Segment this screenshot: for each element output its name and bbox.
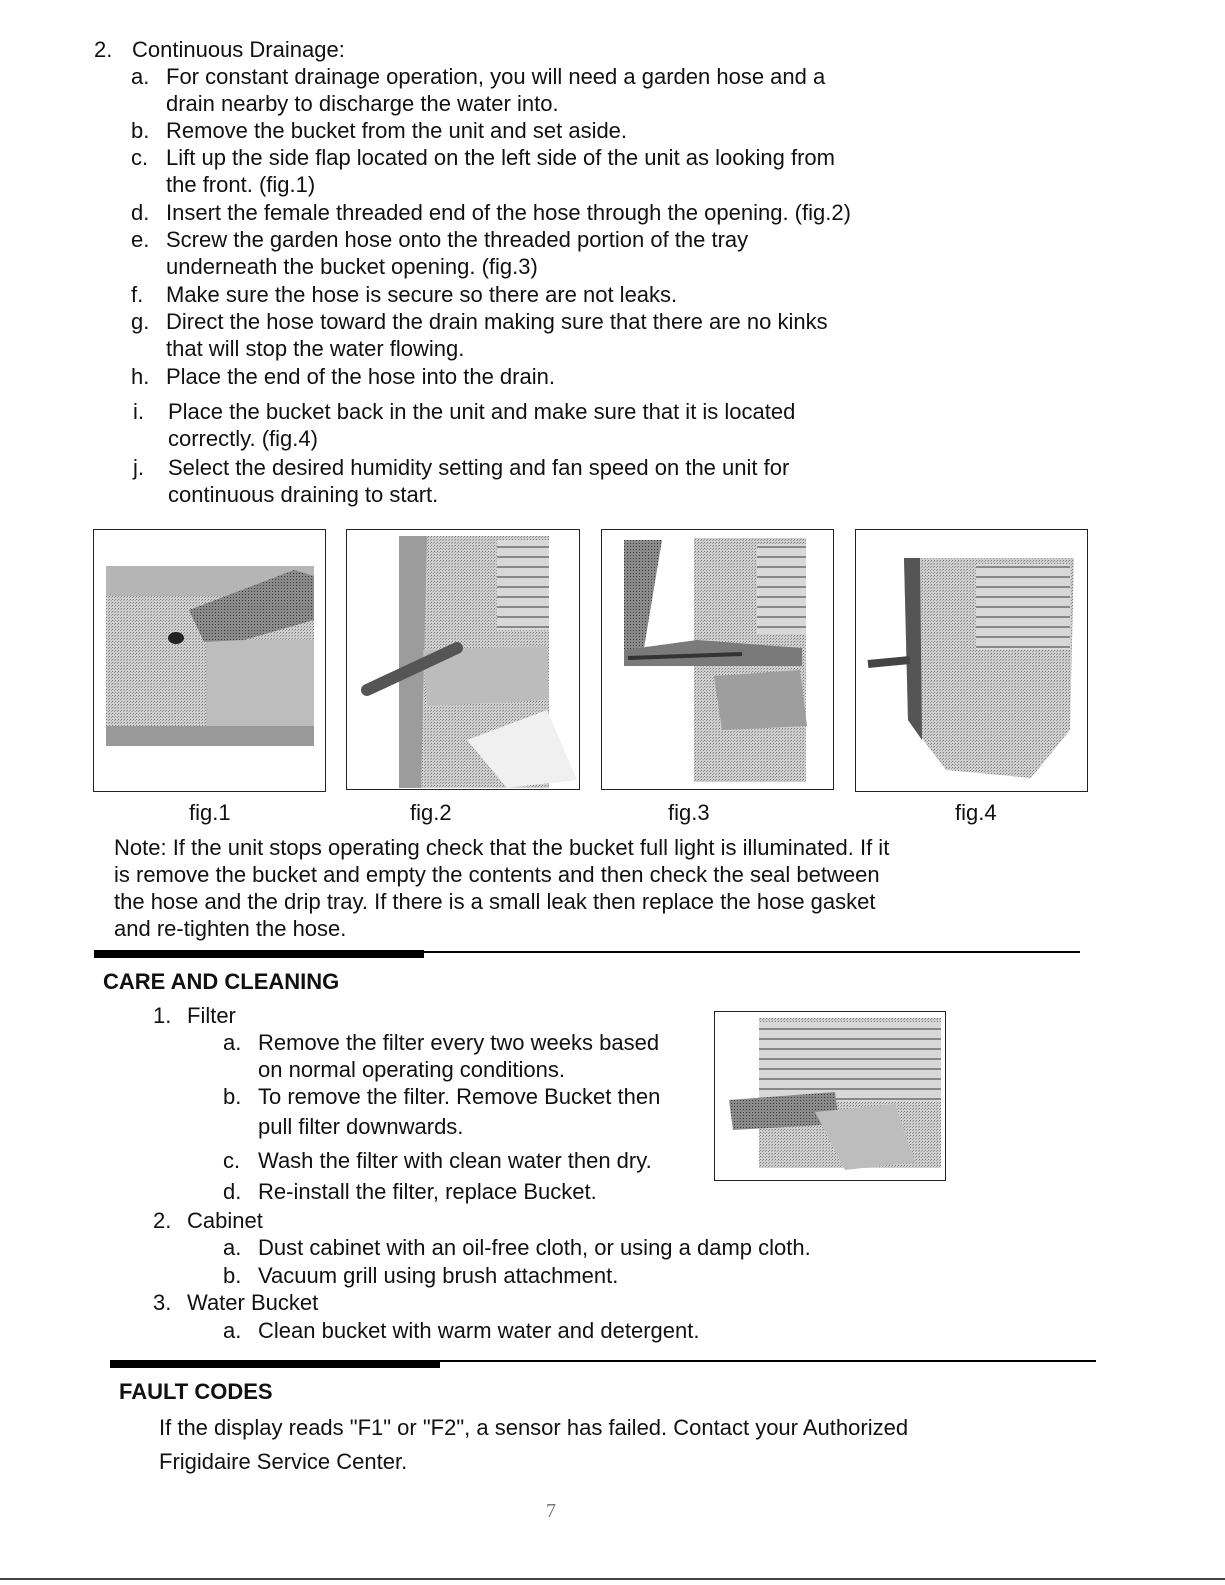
list-item: that will stop the water flowing. bbox=[166, 336, 465, 361]
list-item: Make sure the hose is secure so there are not leaks. bbox=[166, 282, 678, 307]
figure-3-photo bbox=[601, 529, 834, 790]
list-letter: g. bbox=[131, 309, 150, 334]
care-item-number: 3. bbox=[153, 1290, 172, 1315]
list-letter: h. bbox=[131, 364, 150, 389]
filter-photo bbox=[714, 1011, 946, 1181]
list-item: Insert the female threaded end of the hose through the opening. (fig.2) bbox=[166, 200, 851, 225]
list-letter: c. bbox=[223, 1148, 241, 1173]
list-item: Direct the hose toward the drain making sure that there are no kinks bbox=[166, 309, 828, 334]
list-letter: a. bbox=[223, 1235, 242, 1260]
list-letter: a. bbox=[223, 1030, 242, 1055]
care-item-label: Filter bbox=[187, 1003, 236, 1028]
fig1-caption: fig.1 bbox=[189, 800, 231, 825]
list-letter: d. bbox=[131, 200, 150, 225]
drainage-heading: Continuous Drainage: bbox=[132, 37, 345, 62]
note-line: Note: If the unit stops operating check that the bucket full light is illuminated. If it bbox=[114, 835, 890, 860]
list-letter: b. bbox=[131, 118, 150, 143]
fig4-caption: fig.4 bbox=[955, 800, 997, 825]
drainage-heading-number: 2. bbox=[94, 37, 113, 62]
list-item: Wash the filter with clean water then dry. bbox=[258, 1148, 652, 1173]
list-letter: b. bbox=[223, 1084, 242, 1109]
list-letter: c. bbox=[131, 145, 149, 170]
list-letter: f. bbox=[131, 282, 144, 307]
care-item-label: Cabinet bbox=[187, 1208, 263, 1233]
fig3-hose-screw-image bbox=[602, 530, 833, 789]
figure-1-photo bbox=[93, 529, 326, 792]
care-item-number: 1. bbox=[153, 1003, 172, 1028]
note-line: is remove the bucket and empty the contents and then check the seal between bbox=[114, 862, 880, 887]
list-item: drain nearby to discharge the water into. bbox=[166, 91, 559, 116]
fig4-bucket-placed-image bbox=[856, 530, 1087, 791]
list-item: Re-install the filter, replace Bucket. bbox=[258, 1179, 597, 1204]
list-letter: b. bbox=[223, 1263, 242, 1288]
list-item: Screw the garden hose onto the threaded portion of the tray bbox=[166, 227, 749, 252]
list-item: Remove the bucket from the unit and set aside. bbox=[166, 118, 628, 143]
list-item: Remove the filter every two weeks based bbox=[258, 1030, 660, 1055]
scan-edge bbox=[0, 1578, 1225, 1580]
care-item-number: 2. bbox=[153, 1208, 172, 1233]
list-item: Lift up the side flap located on the left side of the unit as looking from bbox=[166, 145, 835, 170]
list-item: the front. (fig.1) bbox=[166, 172, 316, 197]
care-heading: CARE AND CLEANING bbox=[103, 969, 340, 994]
figure-2-photo bbox=[346, 529, 580, 790]
section-divider-line bbox=[94, 951, 1080, 953]
section-divider-line bbox=[110, 1360, 1096, 1362]
list-letter: a. bbox=[131, 64, 150, 89]
note-line: the hose and the drip tray. If there is a small leak then replace the hose gasket bbox=[114, 889, 876, 914]
figure-4-photo bbox=[855, 529, 1088, 792]
fault-text-line: Frigidaire Service Center. bbox=[159, 1449, 408, 1474]
list-item: correctly. (fig.4) bbox=[168, 426, 318, 451]
list-letter: e. bbox=[131, 227, 150, 252]
list-item: To remove the filter. Remove Bucket then bbox=[258, 1084, 661, 1109]
list-item: Select the desired humidity setting and fan speed on the unit for bbox=[168, 455, 790, 480]
list-item: Place the bucket back in the unit and make sure that it is located bbox=[168, 399, 796, 424]
filter-removal-image bbox=[715, 1012, 945, 1180]
list-item: Vacuum grill using brush attachment. bbox=[258, 1263, 619, 1288]
list-item: Dust cabinet with an oil-free cloth, or using a damp cloth. bbox=[258, 1235, 811, 1260]
list-letter: a. bbox=[223, 1318, 242, 1343]
list-letter: d. bbox=[223, 1179, 242, 1204]
care-item-label: Water Bucket bbox=[187, 1290, 319, 1315]
list-letter: j. bbox=[133, 455, 144, 480]
list-item: on normal operating conditions. bbox=[258, 1057, 565, 1082]
fig3-caption: fig.3 bbox=[668, 800, 710, 825]
list-letter: i. bbox=[133, 399, 144, 424]
list-item: For constant drainage operation, you will need a garden hose and a bbox=[166, 64, 826, 89]
note-line: and re-tighten the hose. bbox=[114, 916, 347, 941]
fig2-hose-insert-image bbox=[347, 530, 579, 789]
list-item: underneath the bucket opening. (fig.3) bbox=[166, 254, 538, 279]
fault-text-line: If the display reads "F1" or "F2", a sensor has failed. Contact your Authorized bbox=[159, 1415, 909, 1440]
page-number: 7 bbox=[546, 1500, 556, 1522]
list-item: continuous draining to start. bbox=[168, 482, 439, 507]
fault-heading: FAULT CODES bbox=[119, 1379, 273, 1404]
fig1-dehumidifier-side-image bbox=[94, 530, 325, 791]
list-item: Clean bucket with warm water and detergent. bbox=[258, 1318, 700, 1343]
list-item: pull filter downwards. bbox=[258, 1114, 464, 1139]
fig2-caption: fig.2 bbox=[410, 800, 452, 825]
list-item: Place the end of the hose into the drain. bbox=[166, 364, 555, 389]
